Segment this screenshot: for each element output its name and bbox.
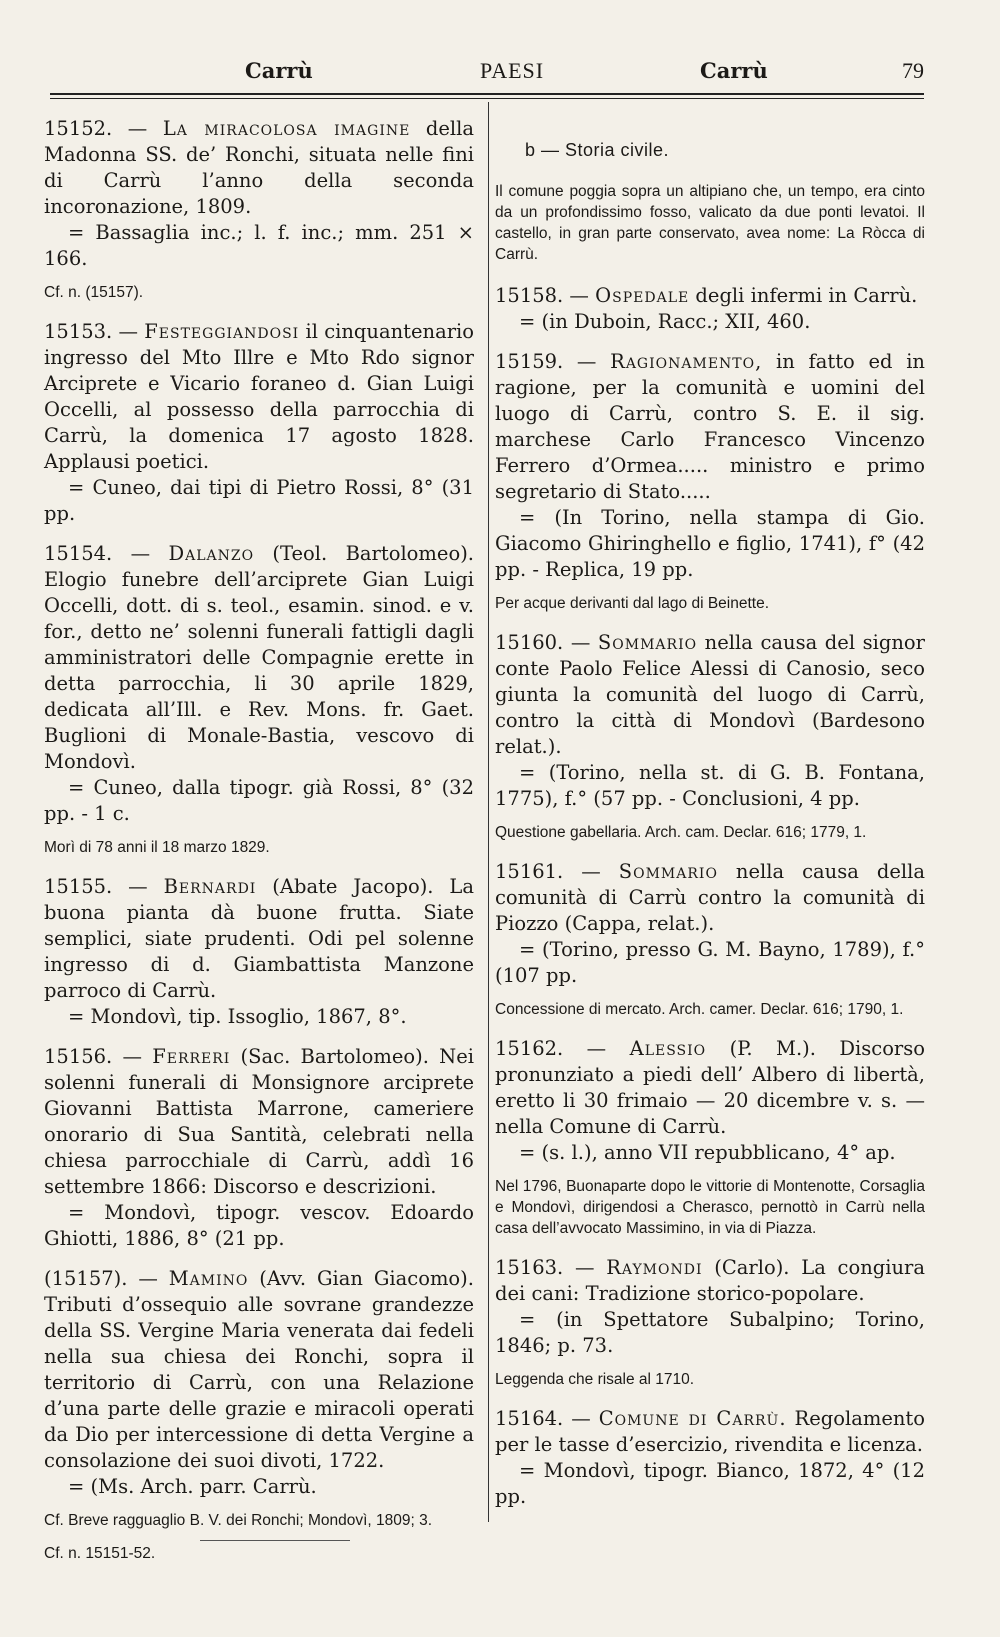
entry-note: Concessione di mercato. Arch. camer. Declar. 616; 1790, 1.: [495, 1001, 904, 1018]
entry-author: Festeggiandosi: [144, 320, 300, 343]
entry-imprint: = Mondovì, tipogr. Bianco, 1872, 4° (12 pp.: [495, 1459, 925, 1508]
entry-note: Questione gabellaria. Arch. cam. Declar. 616; 1779, 1.: [495, 824, 867, 841]
entry-author: Alessio: [629, 1037, 707, 1060]
section-title: b — Storia civile.: [525, 140, 670, 160]
entry-author: Ospedale: [595, 284, 690, 307]
entry-title: Regolamento per le tasse d’esercizio, rivendita e licenza.: [495, 1407, 926, 1456]
header-rule-thick: [50, 93, 924, 95]
entry-title: (Teol. Bartolomeo). Elogio funebre dell’arciprete Gian Luigi Occelli, dott. di s. teol., esamin. sinod. e v. for., detto ne’ solenni funerali fattigli dagli amministratori delle Compagnie erette in detta parrocchia, li 30 aprile 1829, dedicata all’Ill. e Rev. Mons. fr. Gaet. Buglioni di Monale-Bastia, vescovo di Mondovì.: [44, 542, 474, 773]
entry-15153: 15153. — Festeggiandosi il cinquantenario ingresso del Mto Illre e Mto Rdo signor Arciprete e Vicario foraneo d. Gian Luigi Occelli, al possesso della parrocchia di Carrù, la domenica 17 agosto 1828. Applausi poetici. = Cuneo, dai tipi di Pietro Rossi, 8° (31 pp.: [44, 320, 474, 525]
header-rule-thin: [50, 98, 924, 99]
entry-imprint: = Mondovì, tip. Issoglio, 1867, 8°.: [68, 1005, 407, 1028]
entry-number: 15162.: [495, 1037, 564, 1060]
entry-imprint: = Cuneo, dalla tipogr. già Rossi, 8° (32 pp. - 1 c.: [44, 776, 474, 825]
entry-title: nella causa della comunità di Carrù contro la comunità di Piozzo (Cappa, relat.).: [495, 860, 925, 935]
entry-number: 15160.: [495, 631, 564, 654]
entry-title: in fatto ed in ragione, per la comunità e uomini del luogo di Carrù, contro S. E. il sig. marchese Carlo Francesco Vincenzo Ferrero d’Ormea..... ministro e primo segretario di Stato.....: [495, 350, 925, 503]
entry-author: Comune di Carrù.: [598, 1407, 787, 1430]
entry-note-crossref: Cf. n. 15151-52.: [44, 1545, 156, 1562]
entry-15156: 15156. — Ferreri (Sac. Bartolomeo). Nei solenni funerali di Monsignore arciprete Giovanni Battista Marrone, cameriere onorario di Sua Santità, celebrati nella chiesa parrocchiale di Carrù, addì 16 settembre 1866: Discorso e descrizioni. = Mondovì, tipogr. vescov. Edoardo Ghiotti, 1886, 8° (21 pp.: [44, 1045, 474, 1250]
entry-title: (P. M.). Discorso pronunziato a piedi dell’ Albero di libertà, eretto li 30 frimaio — 20 dicembre v. s. — nella Comune di Carrù.: [495, 1037, 925, 1138]
entry-15163: 15163. — Raymondi (Carlo). La congiura dei cani: Tradizione storico-popolare. = (in Spettatore Subalpino; Torino, 1846; p. 73.: [495, 1256, 926, 1357]
entry-title: (Sac. Bartolomeo). Nei solenni funerali di Monsignore arciprete Giovanni Battista Marrone, cameriere onorario di Sua Santità, celebrati nella chiesa parrocchiale di Carrù, addì 16 settembre 1866: Discorso e descrizioni.: [44, 1045, 474, 1198]
right-column: [495, 116, 925, 1524]
entry-number: 15158.: [495, 284, 564, 307]
entry-15164: 15164. — Comune di Carrù. Regolamento per le tasse d’esercizio, rivendita e licenza. = Mondovì, tipogr. Bianco, 1872, 4° (12 pp.: [495, 1407, 926, 1508]
entry-15161: 15161. — Sommario nella causa della comunità di Carrù contro la comunità di Piozzo (Cappa, relat.). = (Torino, presso G. M. Bayno, 1789), f.° (107 pp.: [495, 860, 925, 987]
header-right-title: Carrù: [700, 58, 768, 83]
entry-note: Cf. Breve ragguaglio B. V. dei Ronchi; Mondovì, 1809; 3.: [44, 1512, 433, 1529]
entry-number: 15159.: [495, 350, 564, 373]
entry-title: il cinquantenario ingresso del Mto Illre e Mto Rdo signor Arciprete e Vicario foraneo d. Gian Luigi Occelli, al possesso della parrocchia di Carrù, la domenica 17 agosto 1828. Applausi poetici.: [44, 320, 474, 473]
entry-15152: 15152. — La miracolosa imagine della Madonna SS. de’ Ronchi, situata nelle fini di Carrù l’anno della seconda incoronazione, 1809. = Bassaglia inc.; l. f. inc.; mm. 251 × 166.: [44, 117, 474, 270]
entry-title: della Madonna SS. de’ Ronchi, situata nelle fini di Carrù l’anno della seconda incoronazione, 1809.: [44, 117, 474, 218]
entry-15160: 15160. — Sommario nella causa del signor conte Paolo Felice Alessi di Canosio, seco giunta la comunità del luogo di Carrù, contro la città di Mondovì (Bardesono relat.). = (Torino, nella st. di G. B. Fontana, 1775), f.° (57 pp. - Conclusioni, 4 pp.: [495, 631, 925, 810]
entry-imprint: = (in Duboin, Racc.; XII, 460.: [519, 310, 811, 333]
entry-number: (15157).: [44, 1267, 128, 1290]
entry-author: Ragionamento,: [610, 350, 763, 373]
entry-author: Ferreri: [152, 1045, 231, 1068]
entry-note: Nel 1796, Buonaparte dopo le vittorie di Montenotte, Corsaglia e Mondovì, dirigendosi a Cherasco, pernottò in Carrù nella casa dell’avvocato Massimino, in via di Piazza.: [495, 1178, 925, 1237]
entry-note: Per acque derivanti dal lago di Beinette.: [495, 595, 770, 612]
entry-title: (Carlo). La congiura dei cani: Tradizione storico-popolare.: [495, 1256, 926, 1305]
entry-number: 15161.: [495, 860, 564, 883]
entry-imprint: = (in Spettatore Subalpino; Torino, 1846; p. 73.: [495, 1308, 925, 1357]
section-intro: Il comune poggia sopra un altipiano che, un tempo, era cinto da un profondissimo fosso, valicato da due ponti levatoi. Il castello, in gran parte conservato, avea nome: La Ròcca di Carrù.: [495, 183, 925, 263]
entry-15157: (15157). — Mamino (Avv. Gian Giacomo). Tributi d’ossequio alle sovrane grandezze della SS. Vergine Maria venerata dai fedeli nella sua chiesa dei Ronchi, sopra il territorio di Carrù, con una Relazione d’una parte delle grazie e miracoli operati da Dio per intercessione di detta Vergine a consolazione dei suoi divoti, 1722. = (Ms. Arch. parr. Carrù.: [44, 1267, 474, 1498]
entry-author: Bernardi: [163, 875, 257, 898]
entry-number: 15163.: [495, 1256, 564, 1279]
entry-author: Dalanzo: [168, 542, 255, 565]
page-header: [50, 52, 924, 92]
column-divider: [488, 102, 489, 1522]
entry-15154: 15154. — Dalanzo (Teol. Bartolomeo). Elogio funebre dell’arciprete Gian Luigi Occelli, dott. di s. teol., esamin. sinod. e v. for., detto ne’ solenni funerali fattigli dagli amministratori delle Compagnie erette in detta parrocchia, li 30 aprile 1829, dedicata all’Ill. e Rev. Mons. fr. Gaet. Buglioni di Monale-Bastia, vescovo di Mondovì. = Cuneo, dalla tipogr. già Rossi, 8° (32 pp. - 1 c.: [44, 542, 474, 825]
entry-imprint: = (Torino, presso G. M. Bayno, 1789), f.° (107 pp.: [495, 938, 925, 987]
entry-imprint: = Cuneo, dai tipi di Pietro Rossi, 8° (31 pp.: [44, 476, 474, 525]
entry-15158: 15158. — Ospedale degli infermi in Carrù. = (in Duboin, Racc.; XII, 460.: [495, 283, 925, 335]
page-number: 79: [902, 58, 924, 83]
entry-imprint: = (Torino, nella st. di G. B. Fontana, 1775), f.° (57 pp. - Conclusioni, 4 pp.: [495, 761, 925, 810]
entry-15162: 15162. — Alessio (P. M.). Discorso pronunziato a piedi dell’ Albero di libertà, eretto li 30 frimaio — 20 dicembre v. s. — nella Comune di Carrù. = (s. l.), anno VII repubblicano, 4° ap.: [495, 1037, 925, 1164]
entry-note: Leggenda che risale al 1710.: [495, 1371, 695, 1388]
entry-imprint: = (Ms. Arch. parr. Carrù.: [68, 1475, 317, 1498]
entry-note: Morì di 78 anni il 18 marzo 1829.: [44, 839, 270, 856]
entry-author: Sommario: [597, 631, 698, 654]
entry-imprint: = (In Torino, nella stampa di Gio. Giacomo Ghiringhello e figlio, 1741), f° (42 pp. - Replica, 19 pp.: [495, 506, 925, 581]
entry-title: degli infermi in Carrù.: [689, 284, 918, 307]
entry-author: Sommario: [618, 860, 718, 883]
entry-author: Raymondi: [606, 1256, 703, 1279]
entry-title: (Abate Jacopo). La buona pianta dà buone frutta. Siate semplici, siate prudenti. Odi pel solenne ingresso di d. Giambattista Manzone parroco di Carrù.: [44, 875, 474, 1002]
entry-imprint: = Bassaglia inc.; l. f. inc.; mm. 251 × 166.: [44, 221, 474, 270]
entry-number: 15164.: [495, 1407, 564, 1430]
entry-15159: 15159. — Ragionamento, in fatto ed in ragione, per la comunità e uomini del luogo di Carrù, contro S. E. il sig. marchese Carlo Francesco Vincenzo Ferrero d’Ormea..... ministro e primo segretario di Stato..... = (In Torino, nella stampa di Gio. Giacomo Ghiringhello e figlio, 1741), f° (42 pp. - Replica, 19 pp.: [495, 350, 925, 581]
bottom-rule: [200, 1540, 350, 1541]
header-left-title: Carrù: [245, 58, 313, 83]
entry-author: Mamino: [168, 1267, 249, 1290]
entry-title: (Avv. Gian Giacomo). Tributi d’ossequio alle sovrane grandezze della SS. Vergine Maria venerata dai fedeli nella sua chiesa dei Ronchi, sopra il territorio di Carrù, con una Relazione d’una parte delle grazie e miracoli operati da Dio per intercessione di detta Vergine a consolazione dei suoi divoti, 1722.: [44, 1267, 474, 1472]
entry-number: 15155.: [44, 875, 113, 898]
header-section-title: PAESI: [480, 58, 545, 83]
entry-number: 15153.: [44, 320, 113, 343]
entry-number: 15152.: [44, 117, 113, 140]
entry-imprint: = (s. l.), anno VII repubblicano, 4° ap.: [519, 1141, 896, 1164]
entry-imprint: = Mondovì, tipogr. vescov. Edoardo Ghiotti, 1886, 8° (21 pp.: [44, 1201, 474, 1250]
left-column: [44, 116, 474, 1580]
entry-title: nella causa del signor conte Paolo Felice Alessi di Canosio, seco giunta la comunità del luogo di Carrù, contro la città di Mondovì (Bardesono relat.).: [495, 631, 925, 758]
entry-number: 15156.: [44, 1045, 113, 1068]
entry-author: La miracolosa imagine: [162, 117, 411, 140]
entry-note: Cf. n. (15157).: [44, 284, 144, 301]
entry-15155: 15155. — Bernardi (Abate Jacopo). La buona pianta dà buone frutta. Siate semplici, siate prudenti. Odi pel solenne ingresso di d. Giambattista Manzone parroco di Carrù. = Mondovì, tip. Issoglio, 1867, 8°.: [44, 875, 474, 1028]
entry-number: 15154.: [44, 542, 113, 565]
